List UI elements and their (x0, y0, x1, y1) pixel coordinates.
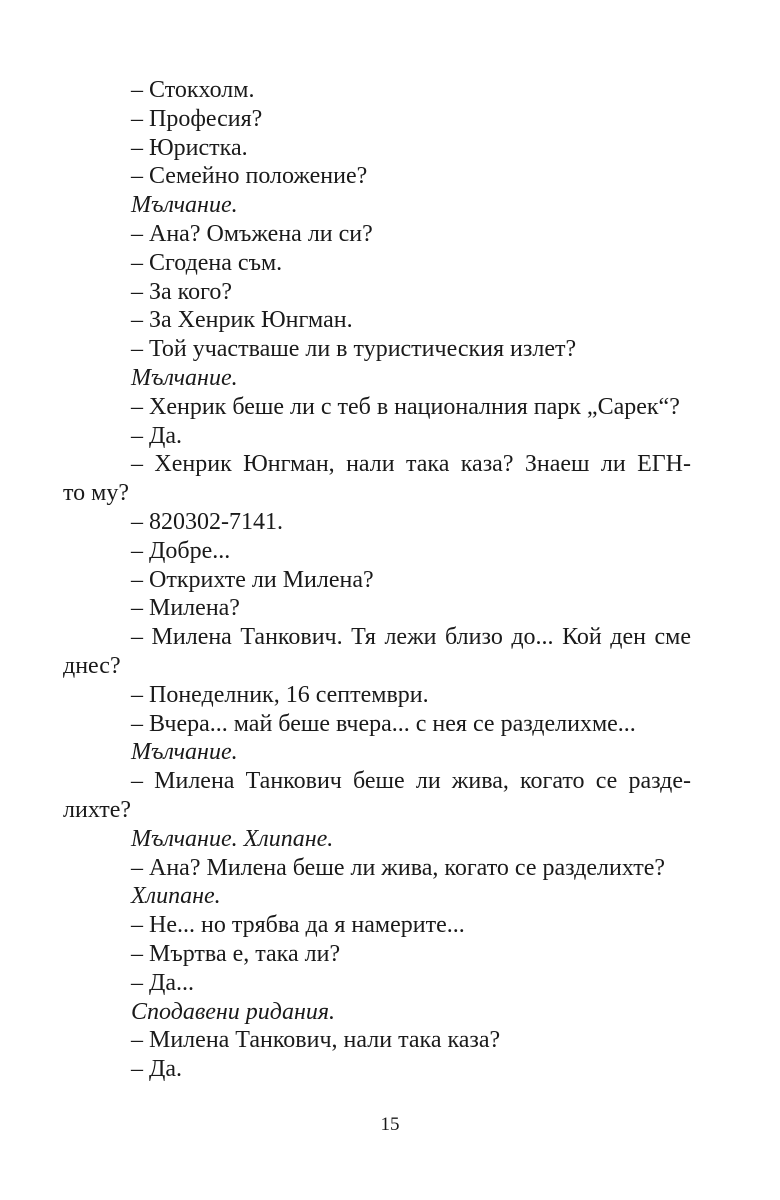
dialogue-line: – Сгодена съм. (131, 249, 283, 276)
stage-direction: Сподавени ридания. (131, 998, 336, 1025)
dialogue-line: – Той участваше ли в туристическия излет? (131, 336, 577, 363)
dialogue-line-continuation: лихте? (63, 796, 132, 823)
dialogue-line-continuation: днес? (63, 652, 121, 679)
dialogue-line: – Да. (131, 422, 183, 449)
dialogue-line: – Да. (131, 1056, 183, 1083)
dialogue-line: – Ана? Милена беше ли жива, когато се разделихте? (131, 854, 666, 881)
dialogue-line: – Не... но трябва да я намерите... (131, 912, 465, 939)
stage-direction: Мълчание. (131, 364, 238, 391)
dialogue-line: – Хенрик Юнгман, нали така каза? Знаеш ли ЕГН- (131, 451, 691, 478)
dialogue-line: – За Хенрик Юнгман. (131, 307, 353, 334)
dialogue-line: – Милена? (131, 595, 240, 622)
dialogue-text (63, 76, 691, 1084)
stage-direction: Мълчание. (131, 739, 238, 766)
stage-direction: Мълчание. (131, 192, 238, 219)
dialogue-line: – Семейно положение? (131, 163, 368, 190)
dialogue-line: – Юристка. (131, 134, 248, 161)
dialogue-line: – За кого? (131, 278, 233, 305)
dialogue-line: – Вчера... май беше вчера... с нея се разделихме... (131, 710, 636, 737)
dialogue-line: – Да... (131, 969, 195, 996)
page-number: 15 (380, 1114, 400, 1135)
dialogue-line: – 820302-7141. (131, 508, 283, 535)
stage-direction: Мълчание. Хлипане. (131, 825, 334, 852)
dialogue-line: – Добре... (131, 537, 231, 564)
dialogue-line: – Милена Танкович беше ли жива, когато се разде- (131, 768, 691, 795)
dialogue-line: – Милена Танкович. Тя лежи близо до... Кой ден сме (131, 624, 691, 651)
dialogue-line: – Милена Танкович, нали така каза? (131, 1027, 501, 1054)
stage-direction: Хлипане. (131, 883, 221, 910)
dialogue-line: – Ана? Омъжена ли си? (131, 220, 373, 247)
dialogue-line: – Хенрик беше ли с теб в националния парк „Сарек“? (131, 393, 680, 420)
dialogue-line: – Понеделник, 16 септември. (131, 681, 429, 708)
dialogue-line: – Мъртва е, така ли? (131, 940, 341, 967)
dialogue-line: – Открихте ли Милена? (131, 566, 374, 593)
dialogue-line: – Стокхолм. (131, 77, 255, 103)
dialogue-line: – Професия? (131, 105, 263, 132)
dialogue-line-continuation: то му? (63, 480, 130, 507)
